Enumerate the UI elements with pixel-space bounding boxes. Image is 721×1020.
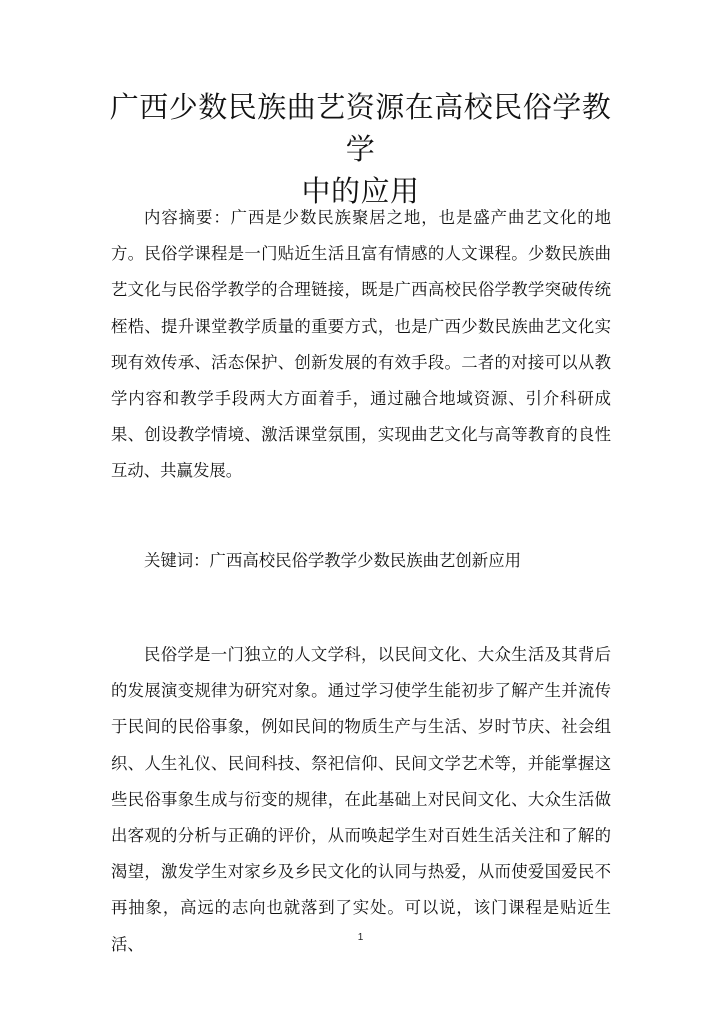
title-line-2: 中的应用: [301, 174, 420, 208]
keywords-line: 关键词：广西高校民俗学教学少数民族曲艺创新应用: [144, 551, 521, 570]
title-line-1: 广西少数民族曲艺资源在高校民俗学教学: [109, 90, 612, 166]
abstract-paragraph: 内容摘要：广西是少数民族聚居之地，也是盛产曲艺文化的地方。民俗学课程是一门贴近生活且富有情感的人文课程。少数民族曲艺文化与民俗学教学的合理链接，既是广西高校民俗学教学突破传统桎梏、提升课堂教学质量的重要方式，也是广西少数民族曲艺文化实现有效传承、活态保护、创新发展的有效手段。二者的对接可以从教学内容和教学手段两大方面着手，通过融合地域资源、引介科研成果、创设教学情境、激活课堂氛围，实现曲艺文化与高等教育的良性互动、共赢发展。: [111, 208, 611, 481]
document-title: [100, 86, 621, 212]
page-number: 1: [357, 932, 364, 943]
body-paragraph: 民俗学是一门独立的人文学科，以民间文化、大众生活及其背后的发展演变规律为研究对象。通过学习使学生能初步了解产生并流传于民间的民俗事象，例如民间的物质生产与生活、岁时节庆、社会组织、人生礼仪、民间科技、祭祀信仰、民间文学艺术等，并能掌握这些民俗事象生成与衍变的规律，在此基础上对民间文化、大众生活做出客观的分析与正确的评价，从而唤起学生对百姓生活关注和了解的渴望，激发学生对家乡及乡民文化的认同与热爱，从而使爱国爱民不再抽象，高远的志向也就落到了实处。可以说，该门课程是贴近生活、: [111, 645, 611, 954]
